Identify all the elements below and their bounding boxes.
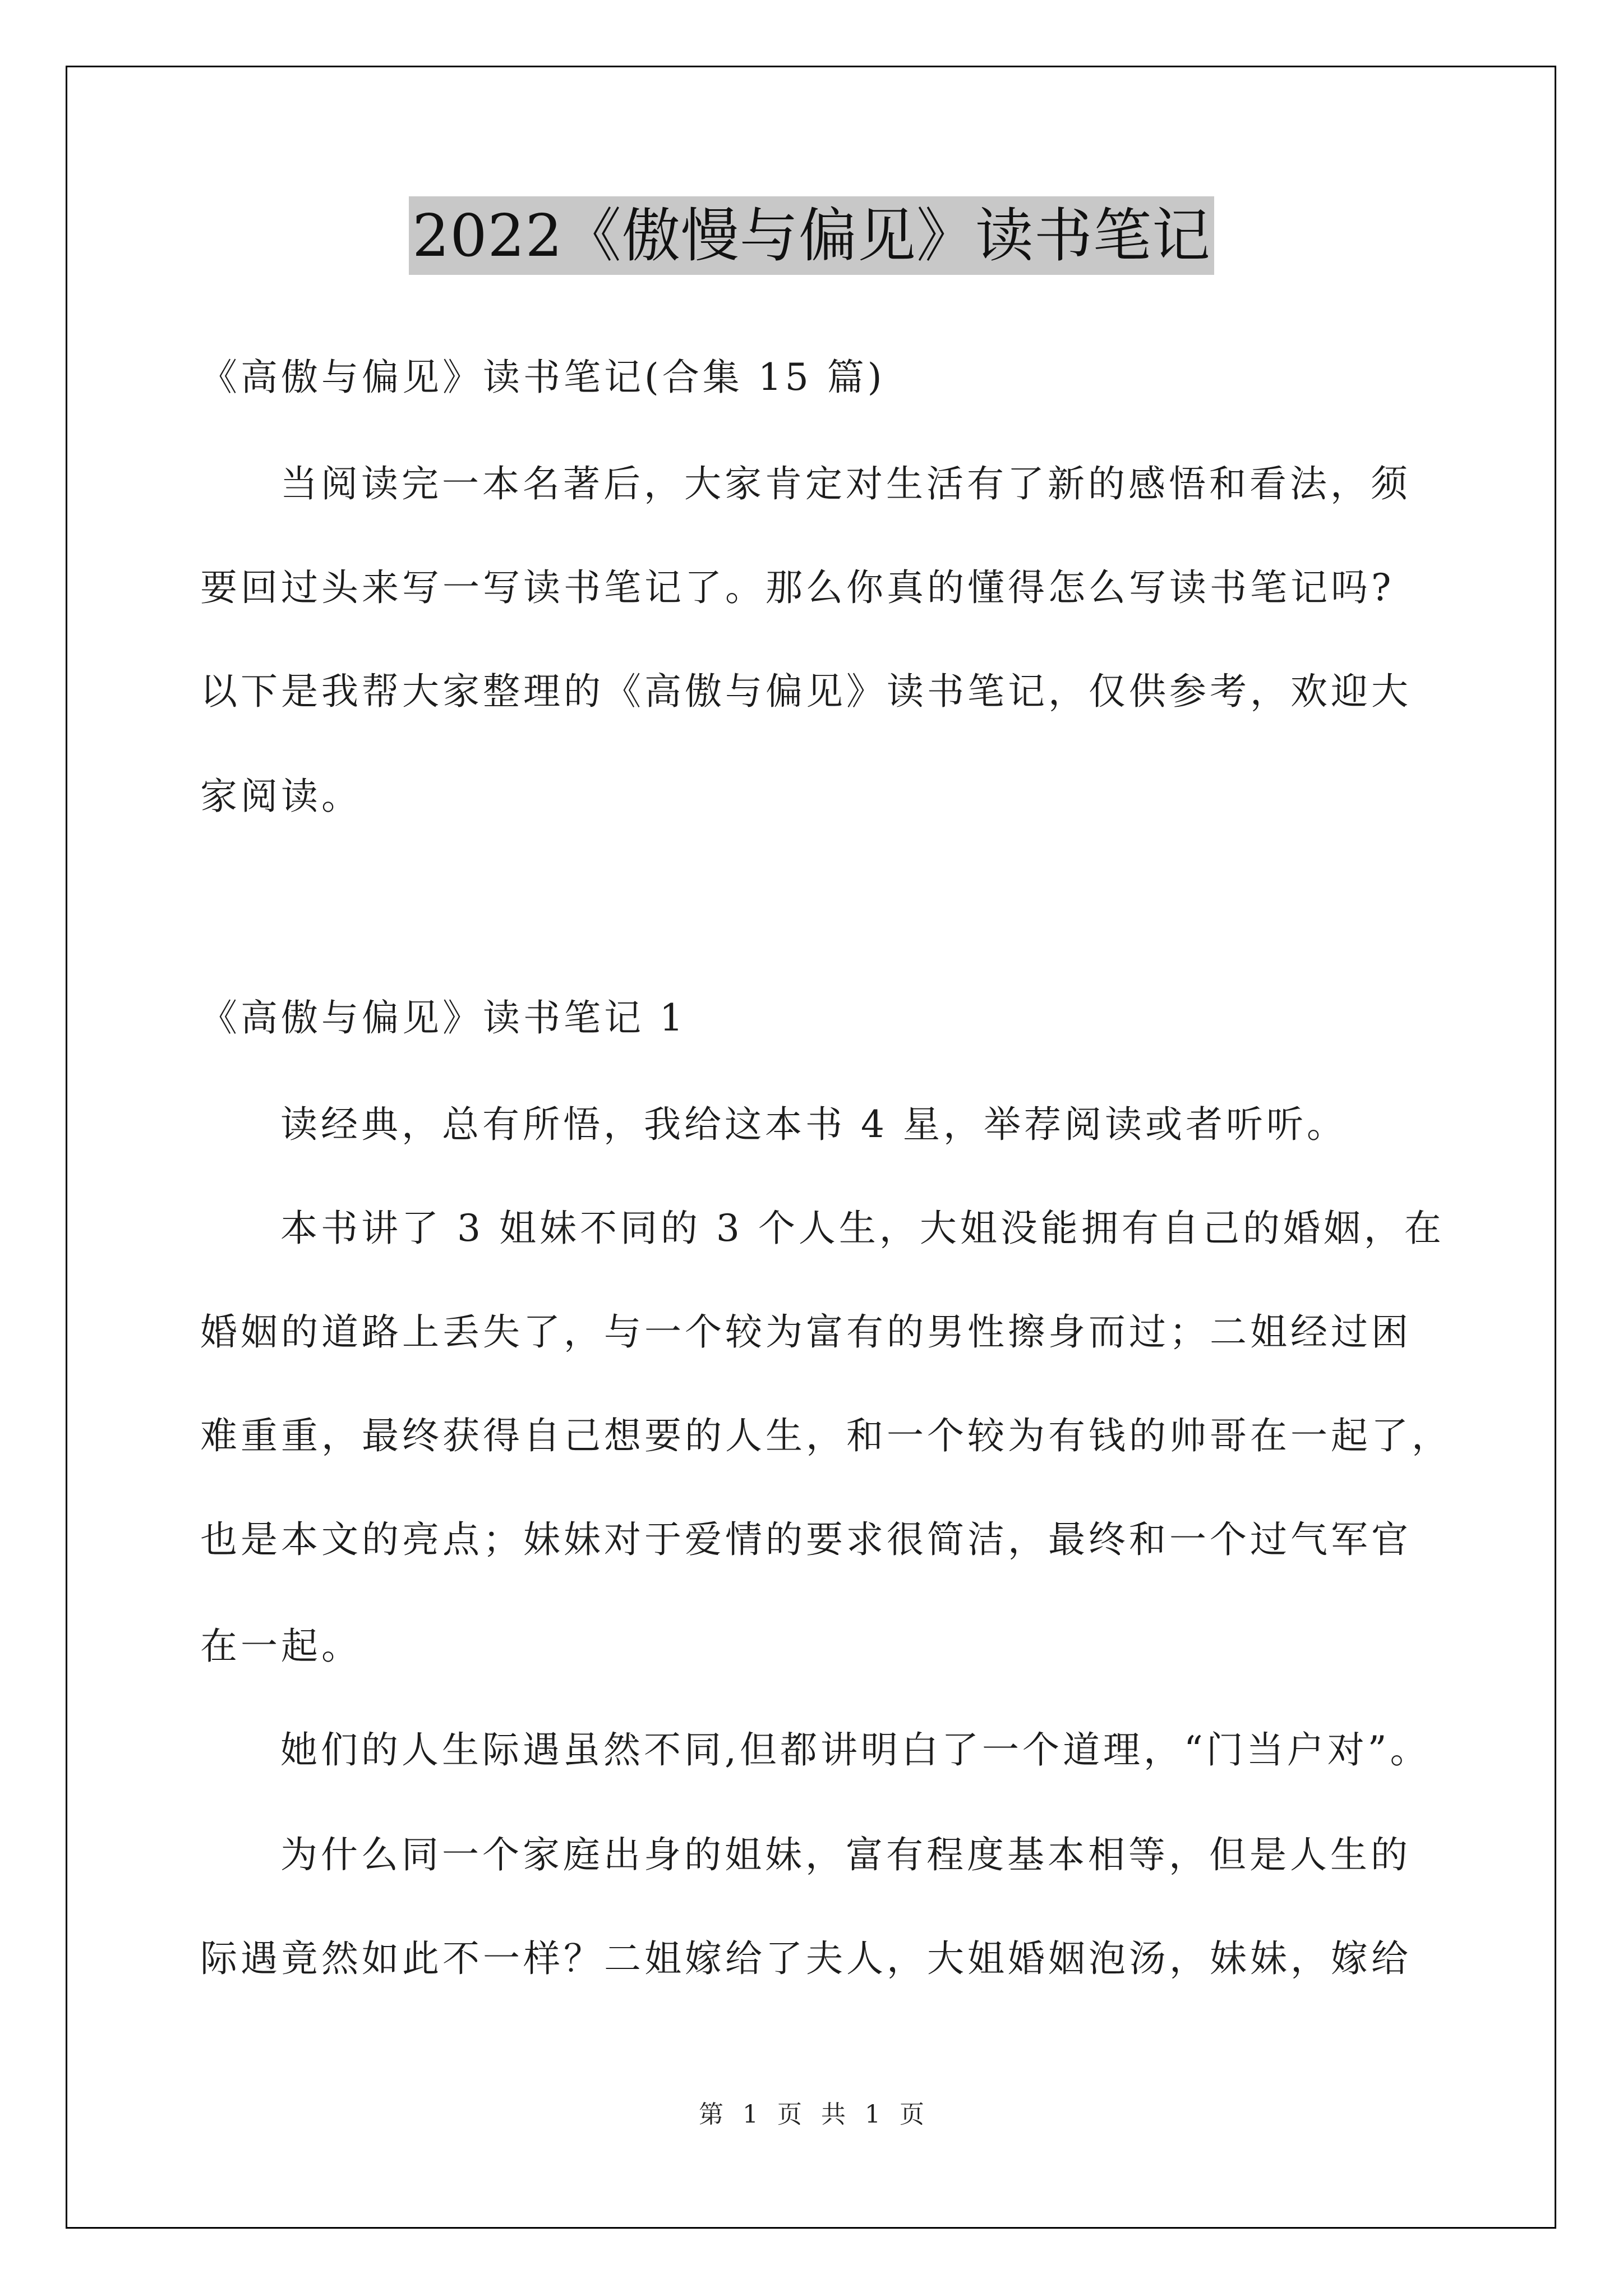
paragraph-line: 她们的人生际遇虽然不同,但都讲明白了一个道理，“门当户对”。 <box>280 1728 1431 1772</box>
title-container <box>0 196 1623 275</box>
paragraph-line: 在一起。 <box>200 1625 362 1668</box>
section-heading: 《高傲与偏见》读书笔记 1 <box>200 996 686 1039</box>
paragraph-line: 为什么同一个家庭出身的姐妹，富有程度基本相等，但是人生的 <box>280 1833 1411 1876</box>
paragraph-line: 家阅读。 <box>200 775 362 818</box>
paragraph-line: 以下是我帮大家整理的《高傲与偏见》读书笔记，仅供参考，欢迎大 <box>200 670 1412 713</box>
paragraph-line: 婚姻的道路上丢失了，与一个较为富有的男性擦身而过；二姐经过困 <box>200 1310 1412 1354</box>
paragraph-line: 读经典，总有所悟，我给这本书 4 星，举荐阅读或者听听。 <box>280 1103 1347 1146</box>
document-title: 2022《傲慢与偏见》读书笔记 <box>409 196 1214 275</box>
page-footer: 第 1 页 共 1 页 <box>699 2100 924 2129</box>
paragraph-line: 难重重，最终获得自己想要的人生，和一个较为有钱的帅哥在一起了， <box>200 1414 1452 1457</box>
paragraph-line: 当阅读完一本名著后，大家肯定对生活有了新的感悟和看法，须 <box>280 462 1411 505</box>
paragraph-line: 要回过头来写一写读书笔记了。那么你真的懂得怎么写读书笔记吗? <box>200 566 1395 609</box>
paragraph-line: 际遇竟然如此不一样？二姐嫁给了夫人，大姐婚姻泡汤，妹妹，嫁给 <box>200 1937 1412 1980</box>
subtitle-line: 《高傲与偏见》读书笔记(合集 15 篇) <box>200 356 886 399</box>
paragraph-line: 本书讲了 3 姐妹不同的 3 个人生，大姐没能拥有自己的婚姻，在 <box>280 1207 1445 1250</box>
paragraph-line: 也是本文的亮点；妹妹对于爱情的要求很简洁，最终和一个过气军官 <box>200 1518 1412 1561</box>
